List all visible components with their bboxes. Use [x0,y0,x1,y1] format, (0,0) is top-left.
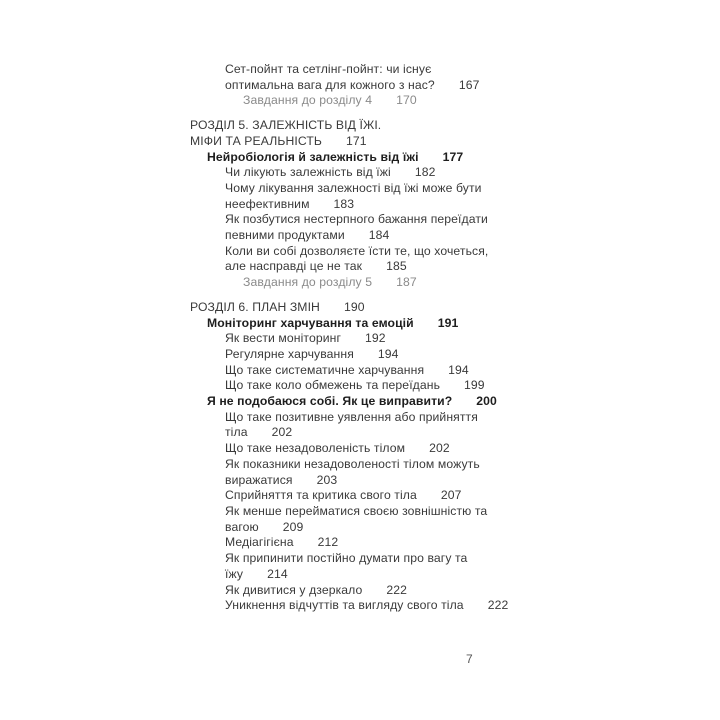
toc-line [225,457,520,473]
toc-line [225,165,520,181]
toc-subsection [190,551,520,582]
toc-page-number: 183 [333,196,355,211]
toc-page-number: 184 [368,228,390,243]
toc-chapter [190,118,520,149]
toc-line [225,259,520,275]
toc-line [225,62,520,78]
toc-entry-title: оптимальна вага для кожного з нас? [225,77,435,92]
toc-entry-title: Чому лікування залежності від їжі може бути [225,180,482,195]
toc-entry-title: Що таке систематичне харчування [225,362,425,377]
toc-exercises [190,275,520,291]
toc-page-number: 202 [271,425,293,440]
toc-page-number: 222 [487,598,509,613]
toc-line [225,583,520,599]
toc-entry-title: але насправді це не так [225,259,363,274]
toc-entry-title: неефективним [225,196,310,211]
toc-page-number: 167 [458,77,480,92]
toc-subsection [190,62,520,93]
toc-page-number: 199 [464,378,485,393]
toc-page-number: 209 [282,519,304,534]
toc-subsection [190,488,520,504]
toc-entry-title: вагою [225,519,259,534]
toc-line [225,197,520,213]
toc-subsection [190,457,520,488]
toc-line [225,598,520,614]
toc-line [243,93,520,109]
toc-page-number: 187 [396,275,417,290]
toc-exercises [190,93,520,109]
toc-entry-title: Коли ви собі дозволяєте їсти те, що хочеться, [225,243,489,258]
toc-subsection [190,583,520,599]
toc-line [225,535,520,551]
toc-line [225,551,520,567]
toc-page-number: 191 [437,315,459,330]
toc-page-number: 171 [345,133,367,148]
toc-line [225,410,520,426]
toc-entry-title: певними продуктами [225,228,345,243]
toc-subsection [190,212,520,243]
toc-line [225,488,520,504]
toc-line [225,212,520,228]
toc-subsection [190,363,520,379]
toc-line [190,134,520,150]
toc-entry-title: Що таке позитивне уявлення або прийняття [225,409,478,424]
toc-line [225,504,520,520]
toc-section [190,316,520,332]
toc-subsection [190,331,520,347]
toc-page-number: 212 [317,535,339,550]
toc-line [225,331,520,347]
toc-page-number: 202 [429,441,450,456]
toc-line [225,181,520,197]
toc-page-number: 170 [396,93,417,108]
toc-line [190,300,520,316]
toc-line [225,363,520,379]
toc-subsection [190,410,520,441]
toc-entry-title: Сет-пойнт та сетлінг-пойнт: чи існує [225,62,432,76]
toc-line [190,118,520,134]
toc-page-number: 194 [448,362,469,377]
toc-entry-title: Як вести моніторинг [225,331,341,346]
toc-entry-title: Регулярне харчування [225,346,354,361]
toc-line [225,441,520,457]
toc-entry-title: Як припинити постійно думати про вагу та [225,551,468,566]
toc-entry-title: Що таке коло обмежень та переїдань [225,378,441,393]
toc-line [225,567,520,583]
toc-line [225,425,520,441]
toc-line [225,78,520,94]
toc-line [207,394,520,410]
toc-line [225,244,520,260]
toc-entry-title: РОЗДІЛ 5. ЗАЛЕЖНІСТЬ ВІД ЇЖІ. [190,118,382,133]
toc-page-number: 200 [476,394,497,409]
toc-entry-title: Що таке незадоволеність тілом [225,441,406,456]
toc-subsection [190,347,520,363]
toc-subsection [190,181,520,212]
toc-entry-title: виражатися [225,472,293,487]
toc-entry-title: Моніторинг харчування та емоцій [207,315,414,330]
toc-entry-title: Нейробіологія й залежність від їжі [207,149,419,164]
toc-section [190,394,520,410]
toc-entry-title: Медіагігієна [225,535,294,550]
toc-entry-title: їжу [225,566,244,581]
toc-line [225,473,520,489]
toc-entry-title: Завдання до розділу 5 [243,275,373,290]
toc-line [243,275,520,291]
toc-page-number: 177 [442,149,464,164]
toc-page-number: 222 [386,582,408,597]
toc-line [225,520,520,536]
toc-subsection [190,535,520,551]
toc-page-number: 190 [343,299,365,314]
toc-entry-title: Як позбутися нестерпного бажання переїдати [225,212,488,227]
toc-entry-title: РОЗДІЛ 6. ПЛАН ЗМІН [190,299,320,314]
toc-entry-title: Чи лікують залежність від їжі [225,165,391,180]
toc-page-number: 214 [267,566,288,581]
toc-entry-title: Я не подобаюся собі. Як це виправити? [207,394,453,409]
toc-subsection [190,165,520,181]
toc-entry-title: Як показники незадоволеності тілом можуть [225,456,480,471]
toc-entry-title: Завдання до розділу 4 [243,93,373,108]
toc-line [207,150,520,166]
toc-line [225,228,520,244]
toc-line [225,347,520,363]
toc-subsection [190,504,520,535]
toc-entry-title: Сприйняття та критика свого тіла [225,488,417,503]
toc-subsection [190,378,520,394]
toc-section [190,150,520,166]
toc-chapter [190,300,520,316]
toc-page-number: 185 [386,259,407,274]
toc-page-number: 203 [316,472,338,487]
toc-entry-title: Як менше перейматися своєю зовнішністю та [225,503,488,518]
toc-subsection [190,598,520,614]
toc-entry-title: МІФИ ТА РЕАЛЬНІСТЬ [190,133,322,148]
toc-line [207,316,520,332]
toc-subsection [190,244,520,275]
toc-subsection [190,441,520,457]
toc-entry-title: Уникнення відчуттів та вигляду свого тіла [225,598,464,613]
toc-line [225,378,520,394]
toc-page-number: 207 [440,488,462,503]
toc-entry-title: Як дивитися у дзеркало [225,582,363,597]
page-number: 7 [466,652,473,666]
table-of-contents [190,62,520,614]
toc-page-number: 182 [414,165,436,180]
toc-page-number: 194 [377,346,399,361]
toc-page-number: 192 [365,331,386,346]
toc-entry-title: тіла [225,425,248,440]
